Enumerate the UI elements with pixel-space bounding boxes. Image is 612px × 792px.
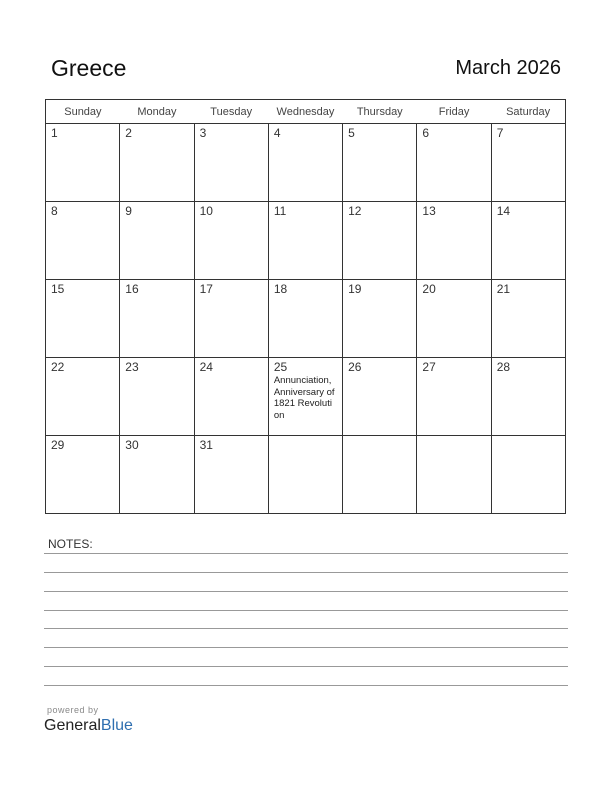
brand-blue: Blue <box>100 717 133 734</box>
day-number: 21 <box>496 282 511 296</box>
day-number: 19 <box>348 282 362 296</box>
calendar-week-row <box>46 202 566 280</box>
day-cell[interactable] <box>268 436 342 514</box>
day-number: 7 <box>496 126 504 140</box>
day-number: 26 <box>348 360 362 374</box>
weekday-header: Saturday <box>491 100 565 124</box>
weekday-header: Monday <box>120 100 194 124</box>
day-number: 4 <box>273 126 281 140</box>
day-number: 11 <box>273 204 287 218</box>
day-cell[interactable] <box>343 202 417 280</box>
day-number: 13 <box>422 204 436 218</box>
day-number: 27 <box>422 360 436 374</box>
day-cell[interactable] <box>491 436 565 514</box>
day-cell[interactable] <box>343 280 417 358</box>
day-number: 3 <box>199 126 207 140</box>
day-number: 25 <box>273 360 288 374</box>
day-cell[interactable] <box>46 202 120 280</box>
brand-general: General <box>44 717 101 734</box>
day-cell[interactable] <box>268 202 342 280</box>
day-number: 22 <box>51 360 65 374</box>
day-cell[interactable] <box>194 358 268 436</box>
day-cell[interactable] <box>120 358 194 436</box>
day-cell[interactable] <box>268 124 342 202</box>
day-number: 1 <box>51 126 58 140</box>
day-cell[interactable] <box>46 124 120 202</box>
day-cell[interactable] <box>491 358 565 436</box>
day-number: 17 <box>199 282 213 296</box>
day-cell[interactable] <box>343 124 417 202</box>
day-number: 14 <box>496 204 511 218</box>
calendar-week-row <box>46 124 566 202</box>
day-cell[interactable] <box>194 202 268 280</box>
day-number: 28 <box>496 360 511 374</box>
day-number: 18 <box>273 282 288 296</box>
day-cell[interactable] <box>417 358 491 436</box>
day-cell[interactable] <box>46 436 120 514</box>
note-line <box>44 647 568 648</box>
weekday-header: Wednesday <box>268 100 342 124</box>
day-cell[interactable] <box>343 358 417 436</box>
day-number: 29 <box>51 438 65 452</box>
weekday-header: Friday <box>417 100 491 124</box>
day-number: 9 <box>125 204 132 218</box>
day-cell[interactable] <box>417 280 491 358</box>
weekday-header: Sunday <box>46 100 120 124</box>
day-cell[interactable] <box>343 436 417 514</box>
day-cell[interactable] <box>46 280 120 358</box>
day-cell[interactable] <box>120 124 194 202</box>
day-number: 16 <box>125 282 139 296</box>
weekday-header: Tuesday <box>194 100 268 124</box>
note-line <box>44 666 568 667</box>
note-line <box>44 553 568 554</box>
day-number: 10 <box>199 204 213 218</box>
day-number: 5 <box>348 126 355 140</box>
note-line <box>44 610 568 611</box>
day-cell[interactable] <box>417 124 491 202</box>
day-cell[interactable] <box>268 358 342 436</box>
day-cell[interactable] <box>120 202 194 280</box>
day-cell[interactable] <box>417 202 491 280</box>
day-cell[interactable] <box>194 124 268 202</box>
calendar-week-row <box>46 280 566 358</box>
calendar-week-row <box>46 358 566 436</box>
day-number: 30 <box>125 438 139 452</box>
day-cell[interactable] <box>120 436 194 514</box>
day-cell[interactable] <box>194 280 268 358</box>
day-number: 12 <box>348 204 362 218</box>
powered-by-text: powered by <box>47 705 99 715</box>
note-line <box>44 628 568 629</box>
notes-label: NOTES: <box>48 537 93 551</box>
day-number: 31 <box>199 438 213 452</box>
day-cell[interactable] <box>268 280 342 358</box>
day-number: 24 <box>199 360 213 374</box>
day-number: 6 <box>422 126 430 140</box>
day-cell[interactable] <box>46 358 120 436</box>
day-number: 20 <box>422 282 436 296</box>
note-line <box>44 572 568 573</box>
weekday-header-row <box>46 100 566 124</box>
day-cell[interactable] <box>194 436 268 514</box>
note-line <box>44 685 568 686</box>
day-cell[interactable] <box>120 280 194 358</box>
day-cell[interactable] <box>491 280 565 358</box>
calendar-week-row <box>46 436 566 514</box>
day-number: 2 <box>125 126 132 140</box>
holiday-label: Annunciation, Anniversary of 1821 Revolution <box>273 375 335 421</box>
day-cell[interactable] <box>491 202 565 280</box>
weekday-header: Thursday <box>343 100 417 124</box>
day-cell[interactable] <box>417 436 491 514</box>
note-line <box>44 591 568 592</box>
day-cell[interactable] <box>491 124 565 202</box>
calendar-grid <box>45 99 566 514</box>
day-number: 23 <box>125 360 139 374</box>
country-title: Greece <box>51 55 127 81</box>
day-number: 15 <box>51 282 65 296</box>
generalblue-logo <box>44 717 133 735</box>
month-title: March 2026 <box>455 57 561 79</box>
day-number: 8 <box>51 204 58 218</box>
